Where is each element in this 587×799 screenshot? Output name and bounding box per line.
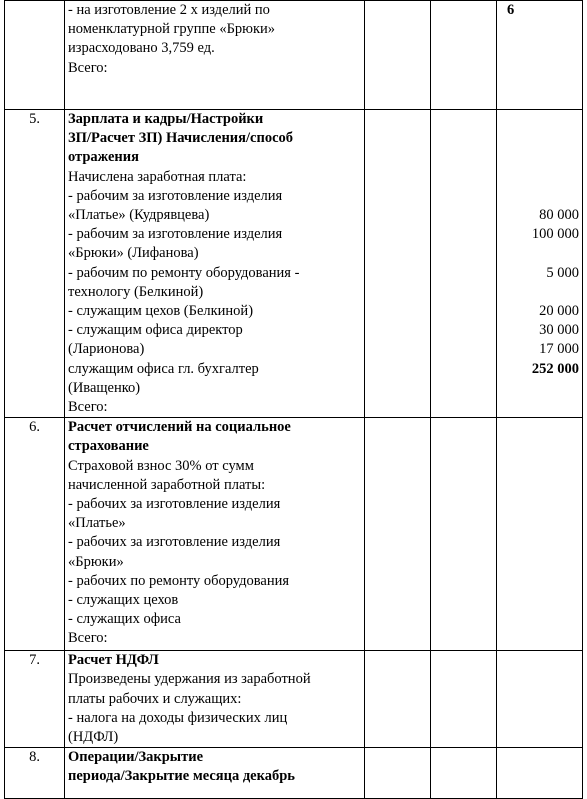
row-number bbox=[5, 1, 65, 110]
amount-cell bbox=[497, 1, 583, 110]
table-row-7 bbox=[5, 651, 583, 748]
table-row-6 bbox=[5, 418, 583, 651]
row-heading: отражения bbox=[68, 149, 139, 166]
desc-line: Страховой взнос 30% от сумм bbox=[68, 457, 254, 474]
row-heading: Операции/Закрытие bbox=[68, 749, 204, 766]
credit-cell bbox=[431, 748, 497, 799]
row-number: 5. bbox=[5, 110, 65, 418]
desc-line: - служащих цехов bbox=[68, 592, 179, 609]
desc-line: номенклатурной группе «Брюки» bbox=[68, 21, 276, 38]
row-description bbox=[65, 110, 365, 418]
desc-line: - налога на доходы физических лиц bbox=[68, 709, 288, 726]
desc-line: Всего: bbox=[68, 59, 108, 76]
debit-cell bbox=[365, 1, 431, 110]
debit-cell bbox=[365, 651, 431, 748]
desc-line: - рабочих по ремонту оборудования bbox=[68, 572, 290, 589]
desc-line: (Ларионова) bbox=[68, 341, 145, 358]
desc-line: служащим офиса гл. бухгалтер bbox=[68, 360, 259, 377]
desc-line: - рабочих за изготовление изделия bbox=[68, 534, 281, 551]
amount-cell bbox=[497, 651, 583, 748]
desc-line: - служащих офиса bbox=[68, 611, 181, 628]
amount-value: 30 000 bbox=[539, 322, 579, 339]
operations-table bbox=[4, 0, 583, 799]
desc-line: - рабочим по ремонту оборудования - bbox=[68, 264, 300, 281]
debit-cell bbox=[365, 418, 431, 651]
desc-line: Произведены удержания из заработной bbox=[68, 671, 311, 688]
table-row-8 bbox=[5, 748, 583, 799]
desc-line: - рабочим за изготовление изделия bbox=[68, 226, 283, 243]
amount-value: 5 000 bbox=[546, 264, 579, 281]
row-heading: Расчет НДФЛ bbox=[68, 652, 159, 669]
desc-line: «Брюки» bbox=[68, 553, 124, 570]
desc-line: - служащим офиса директор bbox=[68, 322, 243, 339]
credit-cell bbox=[431, 651, 497, 748]
amount-cell bbox=[497, 110, 583, 418]
debit-cell bbox=[365, 110, 431, 418]
desc-line: - рабочих за изготовление изделия bbox=[68, 496, 281, 513]
row-heading: Расчет отчислений на социальное bbox=[68, 419, 291, 436]
desc-line: Начислена заработная плата: bbox=[68, 168, 247, 185]
amount-value: 100 000 bbox=[531, 226, 579, 243]
desc-line: - рабочим за изготовление изделия bbox=[68, 187, 283, 204]
desc-line: - на изготовление 2 х изделий по bbox=[68, 2, 270, 18]
debit-cell bbox=[365, 748, 431, 799]
amount-value: 6 bbox=[507, 2, 515, 18]
amount-cell bbox=[497, 418, 583, 651]
desc-line: «Платье» bbox=[68, 515, 126, 532]
amount-cell bbox=[497, 748, 583, 799]
row-heading: Зарплата и кадры/Настройки bbox=[68, 111, 264, 127]
row-description bbox=[65, 651, 365, 748]
amount-total: 252 000 bbox=[531, 360, 579, 377]
desc-line: начисленной заработной платы: bbox=[68, 476, 266, 493]
row-heading: страхование bbox=[68, 438, 149, 455]
row-description bbox=[65, 748, 365, 799]
table-row-continuation bbox=[5, 1, 583, 110]
amount-value: 20 000 bbox=[539, 302, 579, 319]
desc-line: (НДФЛ) bbox=[68, 729, 119, 746]
desc-line: технологу (Белкиной) bbox=[68, 283, 204, 300]
desc-line: израсходовано 3,759 ед. bbox=[68, 40, 215, 57]
amount-value: 80 000 bbox=[539, 206, 579, 223]
row-description bbox=[65, 1, 365, 110]
row-heading: периода/Закрытие месяца декабрь bbox=[68, 768, 295, 785]
row-heading: ЗП/Расчет ЗП) Начисления/способ bbox=[68, 130, 294, 147]
desc-line: Всего: bbox=[68, 630, 108, 647]
credit-cell bbox=[431, 110, 497, 418]
desc-line: «Брюки» (Лифанова) bbox=[68, 245, 199, 262]
row-number: 7. bbox=[5, 651, 65, 748]
desc-line: платы рабочих и служащих: bbox=[68, 690, 242, 707]
desc-line: Всего: bbox=[68, 399, 108, 416]
desc-line: - служащим цехов (Белкиной) bbox=[68, 303, 254, 320]
row-description bbox=[65, 418, 365, 651]
credit-cell bbox=[431, 1, 497, 110]
desc-line: «Платье» (Кудрявцева) bbox=[68, 207, 210, 224]
desc-line: (Иващенко) bbox=[68, 379, 141, 396]
credit-cell bbox=[431, 418, 497, 651]
row-number: 6. bbox=[5, 418, 65, 651]
row-number: 8. bbox=[5, 748, 65, 799]
amount-value: 17 000 bbox=[539, 341, 579, 358]
table-row-5 bbox=[5, 110, 583, 418]
